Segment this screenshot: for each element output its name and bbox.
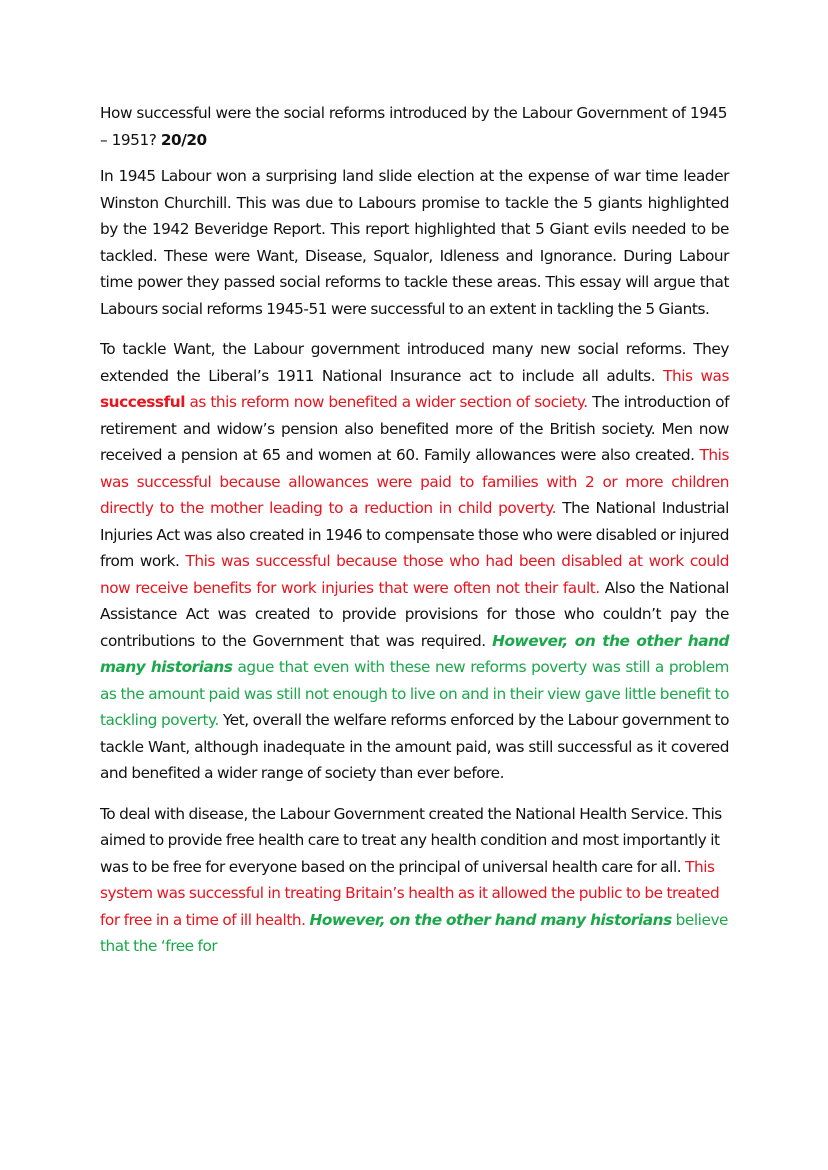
paragraph-disease (100, 801, 729, 960)
want-text-1: To tackle Want, the Labour government introduced many new social reforms. They extended the Liberal’s 1911 National Insurance act to include all adults. (100, 340, 729, 385)
essay-page (100, 100, 729, 974)
question-text: How successful were the social reforms introduced by the Labour Government of 1945 – 1951? (100, 104, 728, 149)
disease-text-1: To deal with disease, the Labour Government created the National Health Service. This aimed to provide free health care to treat any health condition and most importantly it was to be free for everyone based on the principal of universal health care for all. (100, 804, 722, 876)
counterargument-keyword: However, on the other hand many historians (100, 631, 730, 676)
want-text-4: Also the National Assistance Act was created to provide provisions for those who couldn’t pay the contributions to the Government that was required. (100, 578, 729, 650)
counterargument-keyword: However, on the other hand many historians (309, 910, 672, 929)
counterargument-highlight: ague that even with these new reforms poverty was still a problem as the amount paid was still not enough to live on and in their view gave little benefit to tackling poverty. (100, 658, 729, 729)
paragraph-introduction (100, 163, 729, 322)
counterargument-highlight: believe that the ‘free for (100, 910, 729, 955)
success-highlight: as this reform now benefited a wider section of society. (185, 393, 588, 411)
essay-question (100, 100, 729, 153)
paragraph-want (100, 336, 729, 787)
success-highlight: This system was successful in treating Britain’s health as it allowed the public to be treated for free in a time of ill health. (100, 857, 720, 929)
success-highlight: This was (663, 366, 729, 385)
want-text-3: The National Industrial Injuries Act was also created in 1946 to compensate those who were disabled or injured from work. (100, 499, 729, 570)
success-highlight: This was successful because allowances were paid to families with 2 or more children directly to the mother leading to a reduction in child poverty. (100, 446, 729, 517)
intro-text: In 1945 Labour won a surprising land slide election at the expense of war time leader Winston Churchill. This was due to Labours promise to tackle the 5 giants highlighted by the 1942 Beveridge Report. This report highlighted that 5 Giant evils needed to be tackled. These were Want, Disease, Squalor, Idleness and Ignorance. During Labour time power they passed social reforms to tackle these areas. This essay will argue that Labours social reforms 1945-51 were successful to an extent in tackling the 5 Giants. (100, 167, 729, 318)
want-conclusion: Yet, overall the welfare reforms enforced by the Labour government to tackle Want, although inadequate in the amount paid, was still successful as it covered and benefited a wider range of society than ever before. (100, 711, 730, 782)
success-keyword: successful (100, 393, 186, 411)
want-text-2: The introduction of retirement and widow’s pension also benefited more of the British society. Men now received a pension at 65 and women at 60. Family allowances were also created. (100, 393, 730, 464)
score-badge: 20/20 (160, 130, 207, 149)
success-highlight: This was successful because those who had been disabled at work could now receive benefits for work injuries that were often not their fault. (100, 552, 729, 597)
